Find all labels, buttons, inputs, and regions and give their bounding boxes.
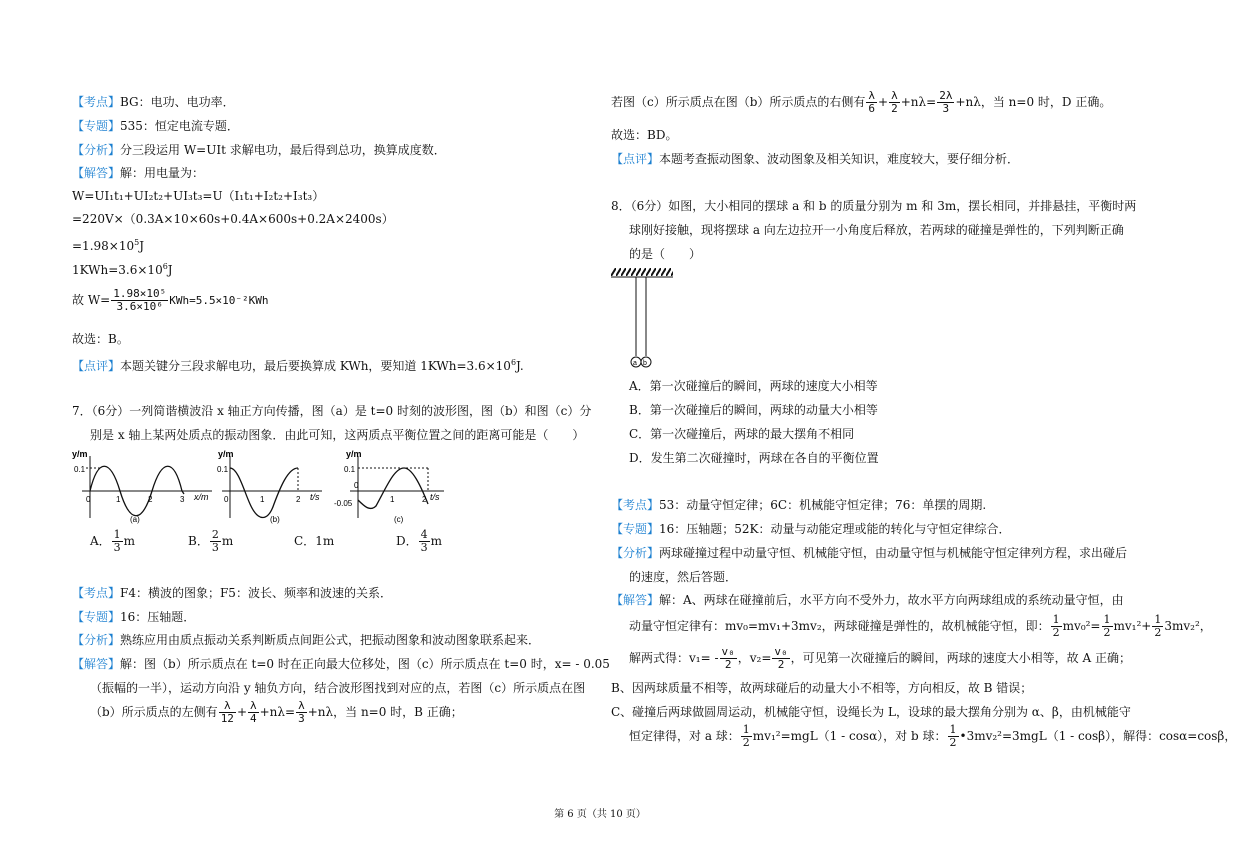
graph-a-tick-3: 3 (180, 495, 185, 504)
graph-c-tick-1: 1 (390, 495, 395, 504)
graph-a-tick-2: 2 (148, 495, 153, 504)
graph-a-caption: (a) (130, 515, 140, 524)
q7-kaodian: 【考点】F4：横波的图象；F5：波长、频率和波速的关系． (72, 586, 392, 600)
graph-c-caption: (c) (394, 515, 404, 524)
ball-b-label: b (643, 360, 647, 367)
q6-dianping: 【点评】本题关键分三段求解电功，最后要换算成 KWh，要知道 $1KWh=3.6\times 10^6J$. (72, 358, 524, 373)
q8-fenxi-line-2: 的速度，然后答题． (629, 570, 738, 584)
q6-equation-5: 故 W= $\frac{\text{1.98×10⁵}}{\text{3.6×10⁶}}$ KWh=5.5×10⁻²KWh (72, 287, 269, 313)
q7-fenxi: 【分析】熟练应用由质点振动关系判断质点间距公式，把振动图象和波动图象联系起来． (72, 633, 541, 647)
q7-option-c[interactable]: C．1m (294, 534, 335, 548)
q8-option-d[interactable]: D．发生第二次碰撞时，两球在各自的平衡位置 (629, 451, 879, 465)
graph-a-ylabel: y/m (72, 449, 88, 459)
q7-dianping: 【点评】本题考查振动图象、波动图象及相关知识，难度较大，要仔细分析． (611, 152, 1020, 166)
q7-jieda-line-3: （b）所示质点的左侧有 $\frac{\lambda}{12}$ + $\frac{\lambda}{4}$ +nλ= $\frac{\lambda}{3}$ +nλ，当 n=0 时，B 正确； (90, 699, 463, 725)
graph-b-tick: 0.1 (217, 465, 229, 474)
q7-answer: 故选：BD。 (611, 128, 678, 142)
graph-b-ylabel: y/m (218, 449, 234, 459)
q7-jieda: 【解答】解：图（b）所示质点在 t=0 时在正向最大位移处，图（c）所示质点在 t=0 时，x= - 0.05 (72, 657, 610, 671)
q6-equation-1: W=UI₁t₁+UI₂t₂+UI₃t₃=U（I₁t₁+I₂t₂+I₃t₃） (72, 189, 325, 203)
q8-explanation-c-2: 恒定律得，对 a 球： $\frac{1}{2}$ mv₁²=mgL（1 - cosα），对 b 球： $\frac{1}{2}$ •3mv₂²=3mgL（1 - cosβ），解得：cosα=cosβ， (629, 723, 1236, 749)
graph-c-tick-0: 0 (354, 481, 359, 490)
q6-equation-3: $=1.98\times 10^5J$ (72, 238, 145, 253)
graph-c-tick-neg: -0.05 (334, 499, 353, 508)
q6-equation-2: =220V×（0.3A×10×60s+0.4A×600s+0.2A×2400s） (72, 212, 394, 226)
q7-option-b[interactable]: B． $\frac{2}{3}$ m (188, 528, 234, 554)
q8-explanation-b: B、因两球质量不相等，故两球碰后的动量大小不相等，方向相反，故 B 错误； (611, 681, 1033, 695)
graph-b-tick-0: 0 (224, 495, 229, 504)
ball-a-label: a (633, 360, 637, 367)
graph-c-xlabel: t/s (430, 492, 440, 502)
q6-equation-4: $1KWh=3.6\times 10^6J$ (72, 262, 173, 277)
page-footer: 第 6 页（共 10 页） (554, 809, 646, 820)
q8-jieda-line-2: 动量守恒定律有：mv₀=mv₁+3mv₂，两球碰撞是弹性的，故机械能守恒，即： $\frac{1}{2}$ mv₀²= $\frac{1}{2}$ mv₁²+ $\frac{1}{2}$ 3mv₂²， (629, 613, 1212, 639)
graph-b-tick-1: 1 (260, 495, 265, 504)
q8-jieda-line-3: 解两式得：v₁= - $\frac{\text{v₀}}{2}$ ，v₂= $\frac{\text{v₀}}{2}$ ，可见第一次碰撞后的瞬间，两球的速度大小相等，故 A 正确； (629, 645, 1131, 671)
q7-jieda-line-2: （振幅的一半），运动方向沿 y 轴负方向，结合波形图找到对应的点，若图（c）所示质点在图 (90, 681, 586, 695)
q7-option-d[interactable]: D． $\frac{4}{3}$ m (396, 528, 443, 554)
graph-c-tick-2: 2 (422, 495, 427, 504)
graph-a-xlabel: x/m (194, 492, 209, 502)
graph-c-tick-pos: 0.1 (344, 465, 356, 474)
graph-a-tick-0: 0 (86, 495, 91, 504)
graph-a-tick-1: 1 (116, 495, 121, 504)
graph-c-ylabel: y/m (346, 449, 362, 459)
graph-c (334, 449, 444, 524)
graph-b-tick-2: 2 (296, 495, 301, 504)
q8-option-b[interactable]: B．第一次碰撞后的瞬间，两球的动量大小相等 (629, 403, 878, 417)
q8-explanation-c-1: C、碰撞后两球做圆周运动，机械能守恒，设绳长为 L，设球的最大摆角分别为 α、β，由机械能守 (611, 705, 1131, 719)
q6-answer: 故选：B。 (72, 332, 129, 346)
graph-a (72, 449, 212, 524)
q7-zhuanti: 【专题】16：压轴题． (72, 610, 196, 624)
graph-b-caption: (b) (270, 515, 280, 524)
pendulum-figure (611, 268, 691, 372)
q7-continued: 若图（c）所示质点在图（b）所示质点的右侧有 $\frac{\lambda}{6}$ + $\frac{\lambda}{2}$ +nλ= $\frac{2\lambda}{3}$ +nλ，当 n=0 时，D 正确。 (611, 89, 1112, 115)
q8-jieda: 【解答】解：A、两球在碰撞前后，水平方向不受外力，故水平方向两球组成的系统动量守恒，由 (611, 593, 1124, 607)
q7-graphs (72, 448, 440, 528)
graph-b (217, 449, 322, 524)
q6-jieda: 【解答】解：用电量为： (72, 166, 205, 180)
q8-option-c[interactable]: C．第一次碰撞后，两球的最大摆角不相同 (629, 427, 855, 441)
q6-kaodian: 【考点】BG：电功、电功率． (72, 95, 235, 109)
q8-fenxi: 【分析】两球碰撞过程中动量守恒、机械能守恒，由动量守恒与机械能守恒定律列方程，求出碰后 (611, 546, 1128, 560)
q8-stem-line-1: 8．（6分）如图，大小相同的摆球 a 和 b 的质量分别为 m 和 3m，摆长相同，并排悬挂，平衡时两 (611, 199, 1137, 213)
q7-stem-line-1: 7．（6分）一列简谐横波沿 x 轴正方向传播，图（a）是 t=0 时刻的波形图，图（b）和图（c）分 (72, 404, 592, 418)
q8-stem-line-2: 球刚好接触，现将摆球 a 向左边拉开一小角度后释放，若两球的碰撞是弹性的，下列判断正确 (629, 223, 1124, 237)
fraction: $\frac{\text{1.98×10⁵}}{\text{3.6×10⁶}}$ (113, 287, 167, 313)
graph-a-tick: 0.1 (74, 465, 86, 474)
q8-option-a[interactable]: A．第一次碰撞后的瞬间，两球的速度大小相等 (629, 379, 878, 393)
q8-kaodian: 【考点】53：动量守恒定律；6C：机械能守恒定律；76：单摆的周期. (611, 498, 987, 512)
q7-option-a[interactable]: A． $\frac{1}{3}$ m (90, 528, 136, 554)
q6-zhuanti: 【专题】535：恒定电流专题． (72, 119, 239, 133)
graph-b-xlabel: t/s (310, 492, 320, 502)
q8-stem-line-3: 的是（ ） (629, 247, 702, 261)
q8-zhuanti: 【专题】16：压轴题；52K：动量与动能定理或能的转化与守恒定律综合． (611, 522, 1011, 536)
q7-stem-line-2: 别是 x 轴上某两处质点的振动图象．由此可知，这两质点平衡位置之间的距离可能是（ ） (90, 428, 585, 442)
q6-fenxi: 【分析】分三段运用 W=UIt 求解电功，最后得到总功，换算成度数． (72, 143, 446, 157)
